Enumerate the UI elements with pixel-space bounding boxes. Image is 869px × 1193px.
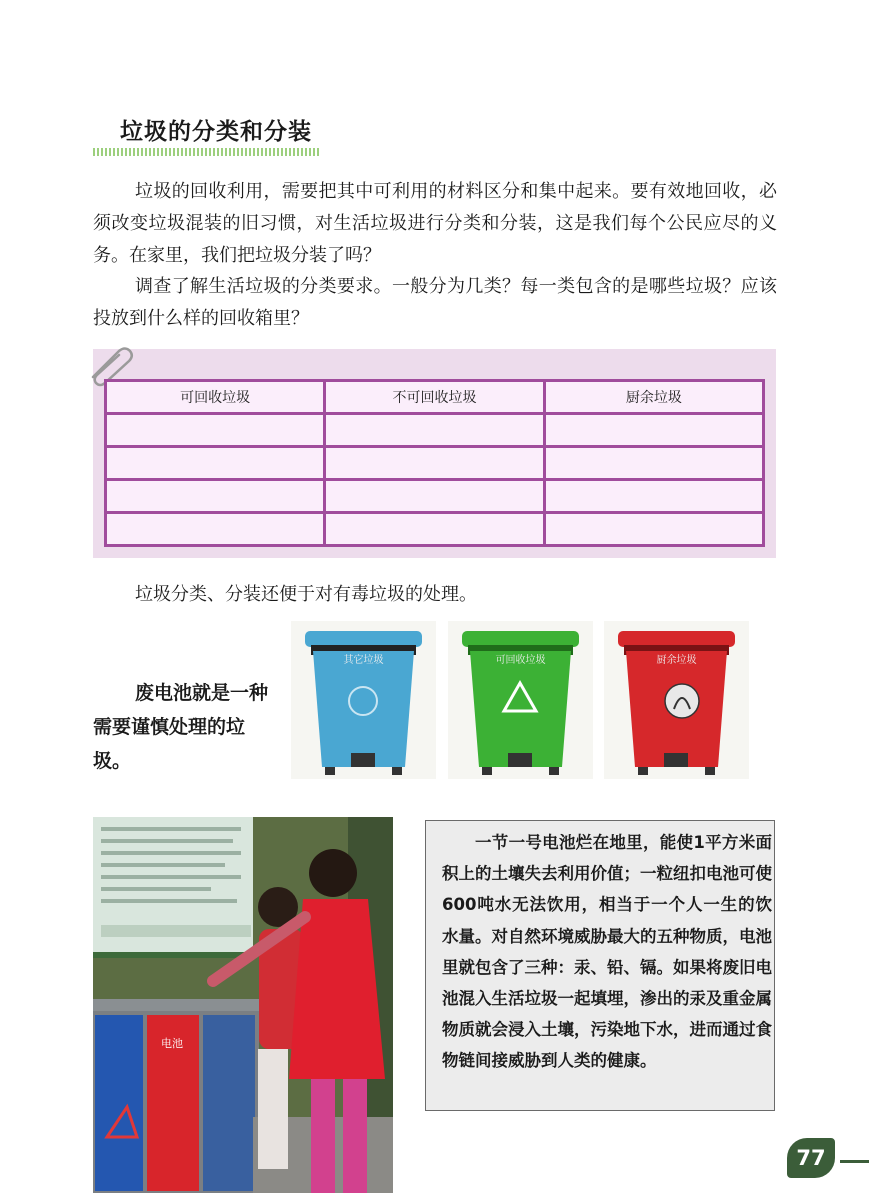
bin-label: 厨余垃圾 [656, 655, 697, 666]
bin-other [291, 621, 436, 779]
bins-caption: 垃圾分类、分装还便于对有毒垃圾的处理。 [135, 584, 477, 605]
table-cell[interactable] [325, 414, 544, 447]
children-recycling-photo [93, 817, 393, 1193]
table-row [106, 480, 764, 513]
title-underline [93, 148, 321, 156]
table-header-recyclable: 可回收垃圾 [106, 381, 325, 414]
section-title: 垃圾的分类和分装 [120, 119, 312, 145]
kitchen-bin-icon [604, 621, 749, 779]
page-number: 77 [787, 1138, 835, 1178]
table-cell[interactable] [325, 447, 544, 480]
table-cell[interactable] [325, 480, 544, 513]
table-row [106, 513, 764, 546]
table-header-row [106, 381, 764, 414]
battery-note: 废电池就是一种需要谨慎处理的垃圾。 [93, 682, 269, 772]
battery-info-box [425, 820, 775, 1111]
table-row [106, 414, 764, 447]
table-header-non-recyclable: 不可回收垃圾 [325, 381, 544, 414]
recycle-bin-icon [448, 621, 593, 779]
table-cell[interactable] [106, 414, 325, 447]
table-cell[interactable] [106, 513, 325, 546]
intro-paragraph-2: 调查了解生活垃圾的分类要求。一般分为几类？每一类包含的是哪些垃圾？应该投放到什么样的回收箱里？ [93, 276, 777, 329]
bin-label: 其它垃圾 [343, 655, 384, 666]
table-header-kitchen: 厨余垃圾 [544, 381, 763, 414]
table-cell[interactable] [544, 414, 763, 447]
table-cell[interactable] [544, 480, 763, 513]
bin-label: 可回收垃圾 [495, 655, 546, 666]
intro-paragraph-1: 垃圾的回收利用，需要把其中可利用的材料区分和集中起来。要有效地回收，必须改变垃圾混装的旧习惯，对生活垃圾进行分类和分装，这是我们每个公民应尽的义务。在家里，我们把垃圾分装了吗？ [93, 181, 777, 266]
table-cell[interactable] [106, 480, 325, 513]
table-cell[interactable] [106, 447, 325, 480]
battery-info-text: 一节一号电池烂在地里，能使1平方米面积上的土壤失去利用价值；一粒纽扣电池可使600吨水无法饮用，相当于一个人一生的饮水量。对自然环境威胁最大的五种物质，电池里就包含了三种：汞、铅、镉。如果将废旧电池混入生活垃圾一起填埋，渗出的汞及重金属物质就会浸入土壤，污染地下水，进而通过食物链间接威胁到人类的健康。 [442, 833, 772, 1071]
page-number-line [840, 1160, 869, 1163]
battery-bin-label: 电池 [161, 1037, 183, 1050]
photo-illustration [93, 817, 393, 1193]
table-cell[interactable] [544, 447, 763, 480]
bin-recyclable [448, 621, 593, 779]
survey-table [104, 379, 765, 547]
table-row [106, 447, 764, 480]
bin-kitchen [604, 621, 749, 779]
table-cell[interactable] [544, 513, 763, 546]
trash-bin-icon [291, 621, 436, 779]
table-cell[interactable] [325, 513, 544, 546]
